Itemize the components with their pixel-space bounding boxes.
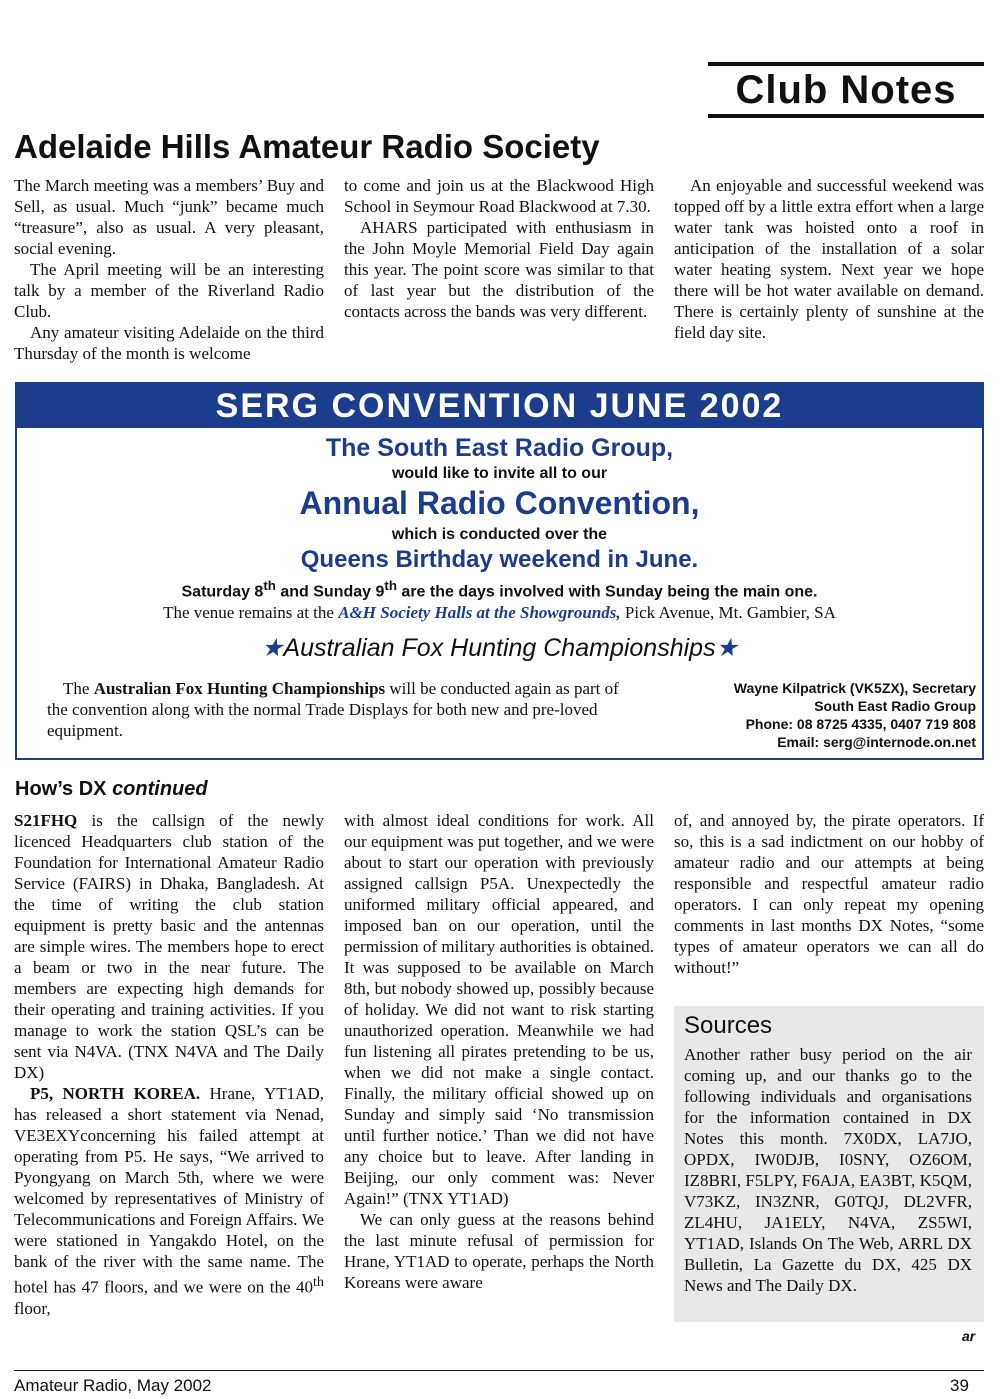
sources-title: Sources xyxy=(684,1012,773,1039)
section-header: Club Notes xyxy=(708,62,984,118)
article-column-2 xyxy=(344,175,654,322)
footer-rule xyxy=(14,1370,984,1371)
ad-fox-part: The xyxy=(63,679,94,698)
ad-days-part: Saturday 8 xyxy=(181,583,264,601)
ad-venue-text xyxy=(17,603,982,623)
dx-heading-text: How’s DX xyxy=(15,778,113,800)
sources-text: Another rather busy period on the air coming up, and our thanks go to the following individuals and organisations for the information contained in DX Notes this month. 7X0DX, LA7JO, OPDX, IW0DJB, I0SNY, OZ6OM, IZ8BRI, F5LPY, F6AJA, EA3BT, K5QM, V73KZ, IN3ZNR, G0TQJ, DL2VFR, ZL4HU, JA1ELY, N4VA, ZS5WI, YT1AD, Islands On The Web, ARRL DX Bulletin, La Gazette du DX, 425 DX News and The Daily DX. xyxy=(684,1045,972,1295)
ad-venue-part: Pick Avenue, Mt. Gambier, SA xyxy=(620,603,836,623)
contact-name: Wayne Kilpatrick (VK5ZX), Secretary xyxy=(733,680,976,696)
paragraph: to come and join us at the Blackwood High School in Seymour Road Blackwood at 7.30. xyxy=(344,176,654,216)
star-icon: ★ xyxy=(260,634,284,663)
dx-heading-italic: continued xyxy=(112,778,208,800)
ad-fox-title xyxy=(17,633,982,663)
serg-convention-ad xyxy=(15,382,984,760)
star-icon: ★ xyxy=(715,634,738,663)
paragraph: We can only guess at the reasons behind the last minute refusal of permission for Hrane, YT1AD to operate, perhaps the North Koreans were aware xyxy=(344,1210,654,1292)
ad-invite-text: would like to invite all to our xyxy=(391,465,608,482)
paragraph: The April meeting will be an interesting talk by a member of the Riverland Radio Club. xyxy=(14,260,324,321)
dx-column-3 xyxy=(674,810,984,978)
ad-days-sup: th xyxy=(384,578,397,593)
contact-email: Email: serg@internode.on.net xyxy=(777,734,976,750)
ad-weekend-text: Queens Birthday weekend in June. xyxy=(300,546,699,573)
footer-publication: Amateur Radio, May 2002 xyxy=(14,1376,212,1395)
paragraph xyxy=(14,1083,324,1319)
ad-venue-place: A&H Society Halls at the Showgrounds, xyxy=(338,603,621,623)
ad-days-sup: th xyxy=(263,578,276,593)
dx-column-1 xyxy=(14,810,324,1319)
contact-phone: Phone: 08 8725 4335, 0407 719 808 xyxy=(745,716,976,732)
paragraph: AHARS participated with enthusiasm in the John Moyle Memorial Field Day again this year. The point score was similar to that of last year but the distribution of the contacts across the bands was very different. xyxy=(344,218,654,321)
ad-banner: SERG CONVENTION JUNE 2002 xyxy=(17,384,982,428)
paragraph: with almost ideal conditions for work. All our equipment was put together, and we were about to start our operation with previously assigned callsign P5A. Unexpectedly the uniformed military official appeared, and imposed ban on our operation, until the permission of military authorities is obtained. It was supposed to be available on March 8th, but nobody showed up, possibly because of holiday. We did not want to risk starting unauthorized operation. Meanwhile we had fun listening all pirates pretending to be us, when we did not make a single contact. Finally, the military official showed up on Sunday and simply said ‘No transmission until further notice.’ Than we did not have any choice but to leave. After landing in Beijing, our only comment was: Never Again!” (TNX YT1AD) xyxy=(344,811,654,1208)
paragraph: Any amateur visiting Adelaide on the third Thursday of the month is welcome xyxy=(14,323,324,363)
ad-days-part: are the days involved with Sunday being the main one. xyxy=(396,583,818,601)
paragraph xyxy=(14,810,324,1083)
ad-group-name: The South East Radio Group, xyxy=(325,434,674,462)
sources-box xyxy=(674,1006,984,1322)
article-column-3 xyxy=(674,175,984,343)
ad-fox-text xyxy=(47,678,619,741)
paragraph: An enjoyable and successful weekend was topped off by a little extra effort when a large water tank was hoisted onto a roof in anticipation of the installation of a solar water heating system. Next year we hope there will be hot water available on demand. There is certainly plenty of sunshine at the field day site. xyxy=(674,176,984,342)
ad-venue-part: The venue remains at the xyxy=(163,603,339,623)
ad-days-part: and Sunday 9 xyxy=(275,583,385,601)
paragraph: of, and annoyed by, the pirate operators. If so, this is a sad indictment on our hobby of amateur radio and our attempts at being responsible and respectful amateur radio operators. I can only repeat my opening comments in last months DX Notes, “some types of amateur operators we can all do without!” xyxy=(674,811,984,977)
ad-conducted-text: which is conducted over the xyxy=(391,526,608,543)
page-number: 39 xyxy=(950,1376,969,1395)
dx-heading xyxy=(15,778,208,801)
article-title: Adelaide Hills Amateur Radio Society xyxy=(14,128,600,165)
callsign-bold: S21FHQ xyxy=(14,811,78,830)
article-column-1 xyxy=(14,175,324,364)
dx-column-2 xyxy=(344,810,654,1293)
ad-fox-title-text: Australian Fox Hunting Championships xyxy=(283,634,716,663)
paragraph-text: floor, xyxy=(14,1298,51,1318)
superscript: th xyxy=(312,1274,324,1290)
ad-convention-title: Annual Radio Convention, xyxy=(299,485,700,521)
ad-fox-part: will be conducted again as part of the convention along with the normal Trade Displays for both new and pre-loved equipment. xyxy=(47,679,619,740)
paragraph-text: Hrane, YT1AD, has released a short statement via Nenad, VE3EXYconcerning his failed attempt at operating from P5. He says, “We arrived to Pyongyang on March 5th, where we were welcomed by representatives of Ministry of Telecommunications and Foreign Affairs. We were stationed in Yangakdo Hotel, on the bank of the river with the same name. The hotel has 47 floors, and we were on the 40 xyxy=(14,1084,324,1297)
ad-days-text xyxy=(17,578,982,601)
paragraph-text: is the callsign of the newly licenced Headquarters club station of the Foundation for International Amateur Radio Service (FAIRS) in Dhaka, Bangladesh. At the time of writing the club station equipment is pretty basic and the antennas are simple wires. The members hope to erect a beam or two in the near future. The members are expecting high demands for their operating and training activities. If you manage to work the station QSL’s can be sent via N4VA. (TNX N4VA and The Daily DX) xyxy=(14,811,324,1082)
callsign-bold: P5, NORTH KOREA. xyxy=(30,1084,201,1103)
contact-group: South East Radio Group xyxy=(814,698,976,714)
ad-contact-block xyxy=(734,679,976,751)
paragraph: The March meeting was a members’ Buy and Sell, as usual. Much “junk” became much “treasure”, also as usual. A very pleasant, social evening. xyxy=(14,176,324,258)
ad-fox-bold: Australian Fox Hunting Championships xyxy=(93,679,386,698)
end-mark: ar xyxy=(962,1328,976,1344)
